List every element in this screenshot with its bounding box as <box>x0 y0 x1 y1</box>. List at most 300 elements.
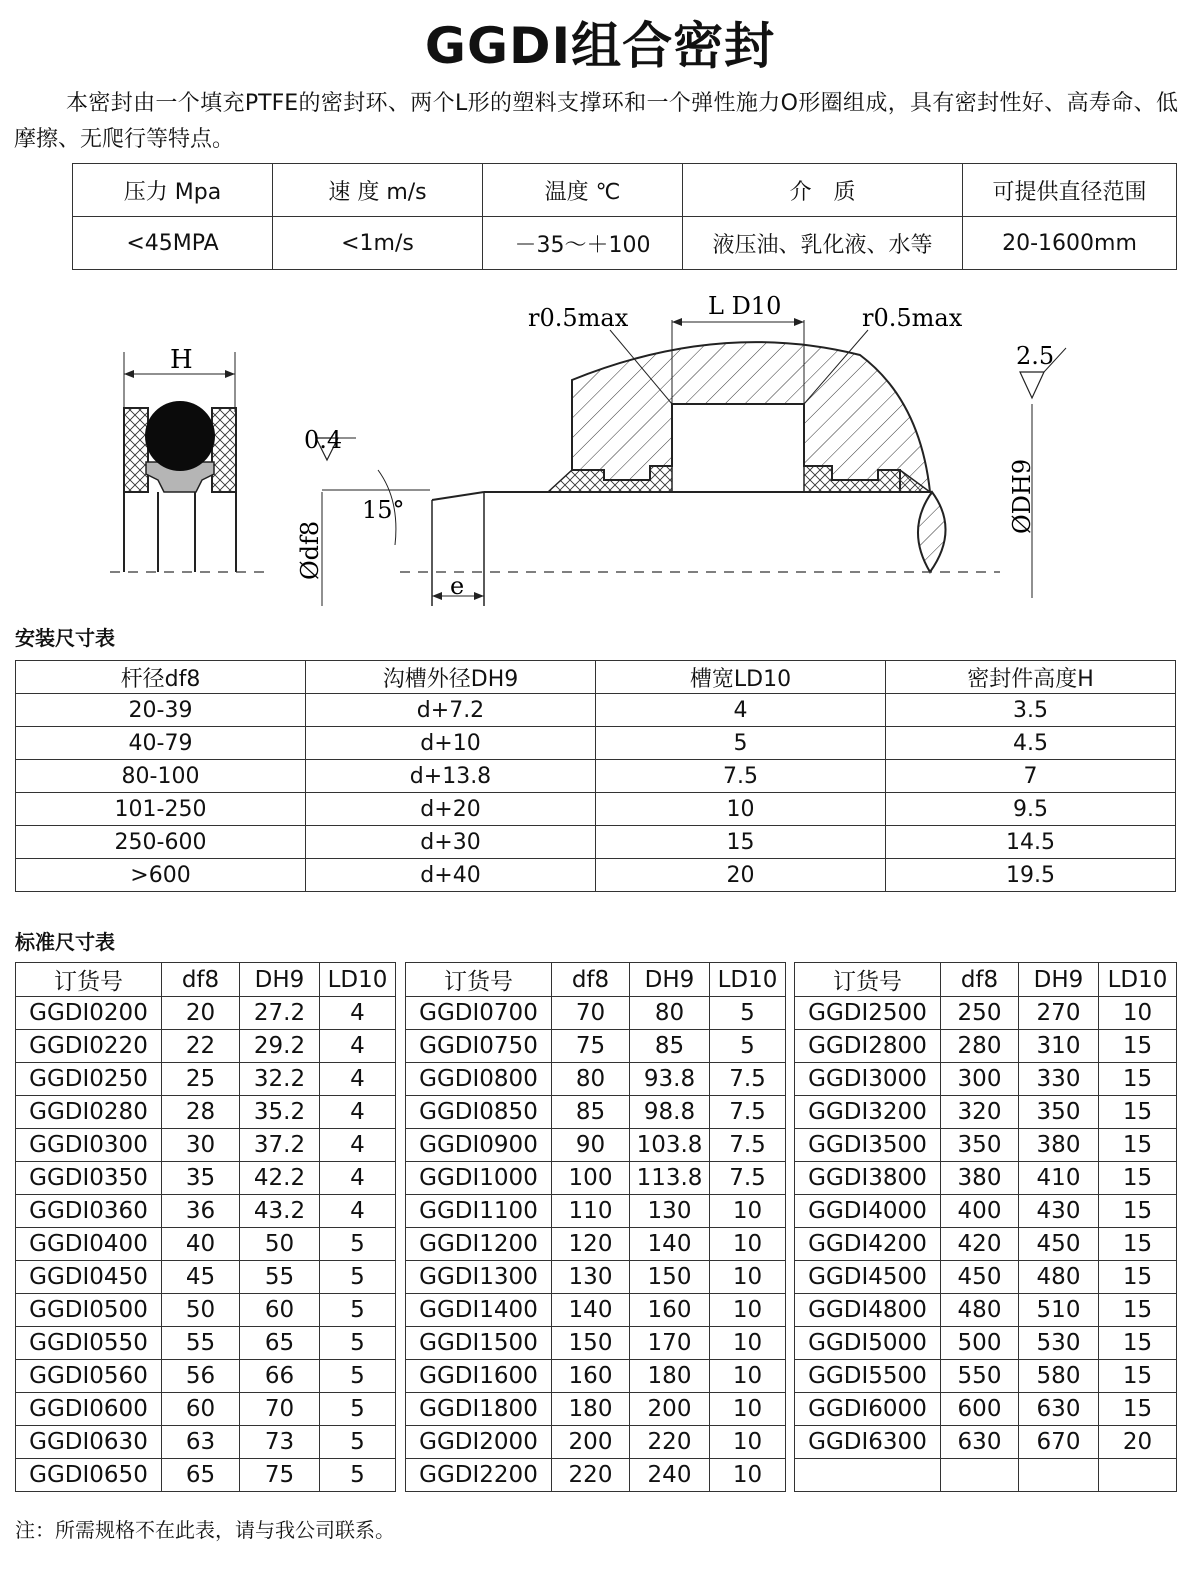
table-cell: 20 <box>596 859 886 892</box>
table-cell: 240 <box>630 1459 710 1492</box>
table-cell: d+10 <box>306 727 596 760</box>
table-cell: 101-250 <box>16 793 306 826</box>
table-cell: GGDI3800 <box>795 1162 941 1195</box>
table-cell: 10 <box>710 1228 786 1261</box>
install-header-cell: 槽宽LD10 <box>596 661 886 694</box>
table-cell: GGDI0200 <box>16 997 162 1030</box>
table-cell: 100 <box>552 1162 630 1195</box>
table-cell: 7.5 <box>710 1096 786 1129</box>
table-cell: 120 <box>552 1228 630 1261</box>
table-cell: 5 <box>320 1360 396 1393</box>
standard-header-cell: LD10 <box>320 963 396 997</box>
table-row <box>795 1195 1177 1228</box>
table-cell: 380 <box>1019 1129 1099 1162</box>
table-cell: 180 <box>630 1360 710 1393</box>
spec-header-cell: 介 质 <box>683 164 963 217</box>
table-cell: 80-100 <box>16 760 306 793</box>
table-row <box>16 1129 396 1162</box>
table-cell: 250-600 <box>16 826 306 859</box>
table-cell: d+30 <box>306 826 596 859</box>
table-cell: 10 <box>710 1327 786 1360</box>
table-cell: GGDI3500 <box>795 1129 941 1162</box>
table-cell: 530 <box>1019 1327 1099 1360</box>
table-cell: 130 <box>630 1195 710 1228</box>
table-row <box>16 1162 396 1195</box>
table-cell: 66 <box>240 1360 320 1393</box>
table-cell: 93.8 <box>630 1063 710 1096</box>
standard-header-cell: 订货号 <box>16 963 162 997</box>
table-cell: 50 <box>162 1294 240 1327</box>
table-row <box>795 1327 1177 1360</box>
table-cell: GGDI0850 <box>406 1096 552 1129</box>
table-cell: 5 <box>320 1228 396 1261</box>
table-cell: GGDI0560 <box>16 1360 162 1393</box>
install-header-cell: 杆径df8 <box>16 661 306 694</box>
table-row <box>795 1459 1177 1492</box>
table-cell: 43.2 <box>240 1195 320 1228</box>
table-cell: GGDI6000 <box>795 1393 941 1426</box>
table-cell: 75 <box>240 1459 320 1492</box>
table-cell: 10 <box>1099 997 1177 1030</box>
standard-header-cell: 订货号 <box>406 963 552 997</box>
standard-table-1 <box>15 962 396 1492</box>
table-row <box>406 1228 786 1261</box>
table-cell: 15 <box>1099 1063 1177 1096</box>
table-row <box>406 1393 786 1426</box>
table-row <box>16 826 1176 859</box>
table-row <box>795 1162 1177 1195</box>
table-cell: 45 <box>162 1261 240 1294</box>
table-cell: 42.2 <box>240 1162 320 1195</box>
table-cell: GGDI3000 <box>795 1063 941 1096</box>
table-cell: 150 <box>630 1261 710 1294</box>
table-cell: GGDI4500 <box>795 1261 941 1294</box>
install-header-row <box>16 661 1176 694</box>
label-e: e <box>450 572 465 600</box>
table-cell: 5 <box>320 1426 396 1459</box>
table-row <box>406 1261 786 1294</box>
table-cell: GGDI0400 <box>16 1228 162 1261</box>
table-row <box>16 997 396 1030</box>
table-cell: 350 <box>1019 1096 1099 1129</box>
table-cell: GGDI0900 <box>406 1129 552 1162</box>
table-cell: GGDI0360 <box>16 1195 162 1228</box>
table-cell: 35.2 <box>240 1096 320 1129</box>
table-cell: GGDI1400 <box>406 1294 552 1327</box>
install-table <box>15 660 1176 892</box>
table-cell: 29.2 <box>240 1030 320 1063</box>
table-row <box>16 1327 396 1360</box>
label-r-left: r0.5max <box>528 304 629 332</box>
table-cell: 630 <box>1019 1393 1099 1426</box>
table-cell: 15 <box>1099 1294 1177 1327</box>
table-cell: GGDI6300 <box>795 1426 941 1459</box>
table-row <box>16 1459 396 1492</box>
table-cell: GGDI4800 <box>795 1294 941 1327</box>
table-cell: GGDI0650 <box>16 1459 162 1492</box>
table-cell: 170 <box>630 1327 710 1360</box>
table-row <box>406 1360 786 1393</box>
table-cell: 60 <box>240 1294 320 1327</box>
table-cell: 15 <box>1099 1162 1177 1195</box>
table-row <box>16 727 1176 760</box>
table-cell: 98.8 <box>630 1096 710 1129</box>
table-cell: GGDI5000 <box>795 1327 941 1360</box>
table-cell: 15 <box>1099 1228 1177 1261</box>
standard-header-cell: df8 <box>552 963 630 997</box>
table-cell: 410 <box>1019 1162 1099 1195</box>
table-cell: GGDI0450 <box>16 1261 162 1294</box>
table-cell: 20 <box>162 997 240 1030</box>
table-cell: 380 <box>941 1162 1019 1195</box>
table-cell: 4 <box>320 997 396 1030</box>
table-cell: GGDI4200 <box>795 1228 941 1261</box>
table-cell: 36 <box>162 1195 240 1228</box>
table-cell: 70 <box>240 1393 320 1426</box>
table-cell: 27.2 <box>240 997 320 1030</box>
table-row <box>406 1063 786 1096</box>
table-cell: GGDI0350 <box>16 1162 162 1195</box>
page-title: GGDI组合密封 <box>424 17 776 75</box>
table-cell: GGDI0280 <box>16 1096 162 1129</box>
table-cell: 15 <box>1099 1327 1177 1360</box>
table-cell: GGDI1600 <box>406 1360 552 1393</box>
table-cell: 14.5 <box>886 826 1176 859</box>
table-cell: 5 <box>710 997 786 1030</box>
table-cell: 56 <box>162 1360 240 1393</box>
table-cell: 55 <box>162 1327 240 1360</box>
spec-header-cell: 压力 Mpa <box>73 164 273 217</box>
table-cell: 113.8 <box>630 1162 710 1195</box>
table-cell: 3.5 <box>886 694 1176 727</box>
table-cell: 4 <box>320 1096 396 1129</box>
table-row <box>795 1261 1177 1294</box>
table-cell: 15 <box>1099 1129 1177 1162</box>
table-cell: 37.2 <box>240 1129 320 1162</box>
table-cell: 140 <box>630 1228 710 1261</box>
table-cell: 4 <box>320 1162 396 1195</box>
table-cell: 63 <box>162 1426 240 1459</box>
table-cell: 250 <box>941 997 1019 1030</box>
table-cell: 270 <box>1019 997 1099 1030</box>
table-row <box>16 1294 396 1327</box>
o-ring-shape <box>145 401 215 471</box>
table-cell: 60 <box>162 1393 240 1426</box>
table-cell: 90 <box>552 1129 630 1162</box>
table-cell: d+40 <box>306 859 596 892</box>
table-cell: 9.5 <box>886 793 1176 826</box>
table-cell: 550 <box>941 1360 1019 1393</box>
table-cell <box>941 1459 1019 1492</box>
table-cell: 103.8 <box>630 1129 710 1162</box>
table-cell: 600 <box>941 1393 1019 1426</box>
table-row <box>795 1063 1177 1096</box>
intro-paragraph: 本密封由一个填充PTFE的密封环、两个L形的塑料支撑环和一个弹性施力O形圈组成，具有密封性好、高寿命、低摩擦、无爬行等特点。 <box>14 91 1178 152</box>
table-cell: 35 <box>162 1162 240 1195</box>
label-ld10: L D10 <box>708 292 782 320</box>
table-cell: 5 <box>710 1030 786 1063</box>
table-cell: 450 <box>941 1261 1019 1294</box>
table-cell: 140 <box>552 1294 630 1327</box>
table-cell: 320 <box>941 1096 1019 1129</box>
table-cell: d+13.8 <box>306 760 596 793</box>
table-cell: GGDI5500 <box>795 1360 941 1393</box>
table-cell: 630 <box>941 1426 1019 1459</box>
table-row <box>406 1459 786 1492</box>
table-cell: GGDI0550 <box>16 1327 162 1360</box>
table-row <box>16 859 1176 892</box>
table-row <box>16 793 1176 826</box>
label-2-5: 2.5 <box>1016 342 1055 370</box>
table-row <box>406 1195 786 1228</box>
table-cell: 7.5 <box>710 1063 786 1096</box>
table-cell: 7.5 <box>710 1162 786 1195</box>
table-row <box>795 1426 1177 1459</box>
table-cell: 4 <box>596 694 886 727</box>
label-h: H <box>170 345 193 375</box>
table-cell: 15 <box>1099 1360 1177 1393</box>
table-cell: 330 <box>1019 1063 1099 1096</box>
table-cell: 10 <box>596 793 886 826</box>
table-cell: 7.5 <box>596 760 886 793</box>
table-cell: GGDI2000 <box>406 1426 552 1459</box>
standard-table-3 <box>794 962 1177 1492</box>
table-cell: 180 <box>552 1393 630 1426</box>
table-cell: GGDI2500 <box>795 997 941 1030</box>
table-cell: 20 <box>1099 1426 1177 1459</box>
standard-header-row <box>16 963 396 997</box>
footer-note: 注：所需规格不在此表，请与我公司联系。 <box>15 1518 395 1542</box>
standard-table-2 <box>405 962 786 1492</box>
table-cell: 5 <box>596 727 886 760</box>
table-cell: GGDI3200 <box>795 1096 941 1129</box>
standard-header-cell: df8 <box>162 963 240 997</box>
table-cell: 150 <box>552 1327 630 1360</box>
table-cell <box>1099 1459 1177 1492</box>
table-row <box>795 1360 1177 1393</box>
table-cell: 70 <box>552 997 630 1030</box>
install-header-cell: 密封件高度H <box>886 661 1176 694</box>
table-cell: 40-79 <box>16 727 306 760</box>
seal-technical-drawing <box>0 0 1200 620</box>
table-cell: 20-39 <box>16 694 306 727</box>
table-cell: GGDI0700 <box>406 997 552 1030</box>
label-df8: Ødf8 <box>296 520 324 580</box>
groove-housing-section <box>316 318 1066 606</box>
table-row <box>406 1096 786 1129</box>
table-cell: 15 <box>1099 1393 1177 1426</box>
table-cell: 350 <box>941 1129 1019 1162</box>
table-cell: 30 <box>162 1129 240 1162</box>
table-cell: 4 <box>320 1129 396 1162</box>
table-cell: 28 <box>162 1096 240 1129</box>
standard-header-row <box>795 963 1177 997</box>
table-cell: 15 <box>1099 1195 1177 1228</box>
table-row <box>16 1030 396 1063</box>
table-row <box>795 1096 1177 1129</box>
table-row <box>795 1393 1177 1426</box>
table-row <box>406 1129 786 1162</box>
table-cell: 160 <box>630 1294 710 1327</box>
spec-value-cell: 液压油、乳化液、水等 <box>683 217 963 270</box>
table-cell: GGDI0800 <box>406 1063 552 1096</box>
table-cell: 7 <box>886 760 1176 793</box>
table-cell: 160 <box>552 1360 630 1393</box>
seal-cross-section <box>110 352 270 572</box>
table-cell: 65 <box>162 1459 240 1492</box>
spec-value-cell: <45MPA <box>73 217 273 270</box>
table-cell: 22 <box>162 1030 240 1063</box>
table-cell: 80 <box>552 1063 630 1096</box>
table-cell: 5 <box>320 1459 396 1492</box>
table-cell: GGDI0750 <box>406 1030 552 1063</box>
table-cell: GGDI2200 <box>406 1459 552 1492</box>
table-cell: GGDI1800 <box>406 1393 552 1426</box>
table-cell: 510 <box>1019 1294 1099 1327</box>
table-cell: 670 <box>1019 1426 1099 1459</box>
table-cell: 4.5 <box>886 727 1176 760</box>
table-cell: GGDI0250 <box>16 1063 162 1096</box>
table-cell: GGDI1000 <box>406 1162 552 1195</box>
table-cell: 130 <box>552 1261 630 1294</box>
table-cell: 5 <box>320 1393 396 1426</box>
table-cell: GGDI1300 <box>406 1261 552 1294</box>
standard-header-cell: DH9 <box>1019 963 1099 997</box>
table-cell <box>1019 1459 1099 1492</box>
standard-header-row <box>406 963 786 997</box>
table-row <box>795 997 1177 1030</box>
table-cell: 200 <box>552 1426 630 1459</box>
table-row <box>16 1063 396 1096</box>
table-cell: 19.5 <box>886 859 1176 892</box>
table-cell: 430 <box>1019 1195 1099 1228</box>
table-row <box>795 1129 1177 1162</box>
table-row <box>16 1261 396 1294</box>
table-row <box>16 1426 396 1459</box>
label-0-4: 0.4 <box>304 426 343 454</box>
table-row <box>16 1360 396 1393</box>
table-cell: d+20 <box>306 793 596 826</box>
table-cell: 32.2 <box>240 1063 320 1096</box>
table-row <box>406 1030 786 1063</box>
table-row <box>406 1294 786 1327</box>
table-cell: GGDI2800 <box>795 1030 941 1063</box>
install-header-cell: 沟槽外径DH9 <box>306 661 596 694</box>
table-cell: 10 <box>710 1426 786 1459</box>
table-cell: 80 <box>630 997 710 1030</box>
table-cell: 65 <box>240 1327 320 1360</box>
table-row <box>16 1096 396 1129</box>
table-cell: 5 <box>320 1261 396 1294</box>
standard-header-cell: 订货号 <box>795 963 941 997</box>
table-row <box>406 1162 786 1195</box>
standard-header-cell: DH9 <box>630 963 710 997</box>
table-cell: 400 <box>941 1195 1019 1228</box>
table-cell: 4 <box>320 1030 396 1063</box>
spec-header-cell: 速 度 m/s <box>273 164 483 217</box>
table-cell: 10 <box>710 1294 786 1327</box>
table-row <box>406 997 786 1030</box>
table-cell: GGDI0630 <box>16 1426 162 1459</box>
table-cell: 10 <box>710 1195 786 1228</box>
table-cell: GGDI1500 <box>406 1327 552 1360</box>
standard-header-cell: df8 <box>941 963 1019 997</box>
table-cell: 580 <box>1019 1360 1099 1393</box>
table-cell: 10 <box>710 1360 786 1393</box>
table-cell: 73 <box>240 1426 320 1459</box>
table-cell: 450 <box>1019 1228 1099 1261</box>
table-cell: 480 <box>1019 1261 1099 1294</box>
table-cell: 10 <box>710 1393 786 1426</box>
table-cell: 500 <box>941 1327 1019 1360</box>
table-cell: 420 <box>941 1228 1019 1261</box>
table-cell: GGDI4000 <box>795 1195 941 1228</box>
label-dh9: ØDH9 <box>1008 458 1036 534</box>
label-15-degree: 15° <box>362 496 405 524</box>
table-row <box>16 694 1176 727</box>
table-cell: >600 <box>16 859 306 892</box>
table-row <box>16 760 1176 793</box>
table-cell: 4 <box>320 1063 396 1096</box>
table-cell <box>795 1459 941 1492</box>
table-cell: GGDI0600 <box>16 1393 162 1426</box>
table-cell: 220 <box>630 1426 710 1459</box>
table-row <box>795 1228 1177 1261</box>
table-row <box>16 1228 396 1261</box>
table-cell: 480 <box>941 1294 1019 1327</box>
spec-value-cell: 20-1600mm <box>963 217 1177 270</box>
table-cell: GGDI1200 <box>406 1228 552 1261</box>
table-cell: 10 <box>710 1459 786 1492</box>
table-row <box>16 1393 396 1426</box>
table-cell: 85 <box>552 1096 630 1129</box>
table-cell: 110 <box>552 1195 630 1228</box>
table-cell: GGDI1100 <box>406 1195 552 1228</box>
table-cell: 15 <box>1099 1030 1177 1063</box>
table-cell: 280 <box>941 1030 1019 1063</box>
table-cell: 310 <box>1019 1030 1099 1063</box>
table-cell: 55 <box>240 1261 320 1294</box>
spec-value-cell: <1m/s <box>273 217 483 270</box>
table-row <box>406 1327 786 1360</box>
table-cell: 75 <box>552 1030 630 1063</box>
table-row <box>795 1030 1177 1063</box>
table-cell: 7.5 <box>710 1129 786 1162</box>
table-cell: 200 <box>630 1393 710 1426</box>
table-cell: 40 <box>162 1228 240 1261</box>
table-cell: 25 <box>162 1063 240 1096</box>
spec-header-cell: 可提供直径范围 <box>963 164 1177 217</box>
table-cell: 4 <box>320 1195 396 1228</box>
table-row <box>406 1426 786 1459</box>
table-cell: 15 <box>1099 1261 1177 1294</box>
table-cell: GGDI0300 <box>16 1129 162 1162</box>
table-cell: 85 <box>630 1030 710 1063</box>
spec-value-cell: －35～＋100 <box>483 217 683 270</box>
table-cell: 10 <box>710 1261 786 1294</box>
table-row <box>795 1294 1177 1327</box>
table-cell: 300 <box>941 1063 1019 1096</box>
table-cell: d+7.2 <box>306 694 596 727</box>
table-cell: 5 <box>320 1294 396 1327</box>
table-cell: 220 <box>552 1459 630 1492</box>
table-cell: GGDI0220 <box>16 1030 162 1063</box>
spec-header-cell: 温度 ℃ <box>483 164 683 217</box>
table-row <box>16 1195 396 1228</box>
label-r-right: r0.5max <box>862 304 963 332</box>
standard-header-cell: DH9 <box>240 963 320 997</box>
standard-header-cell: LD10 <box>710 963 786 997</box>
